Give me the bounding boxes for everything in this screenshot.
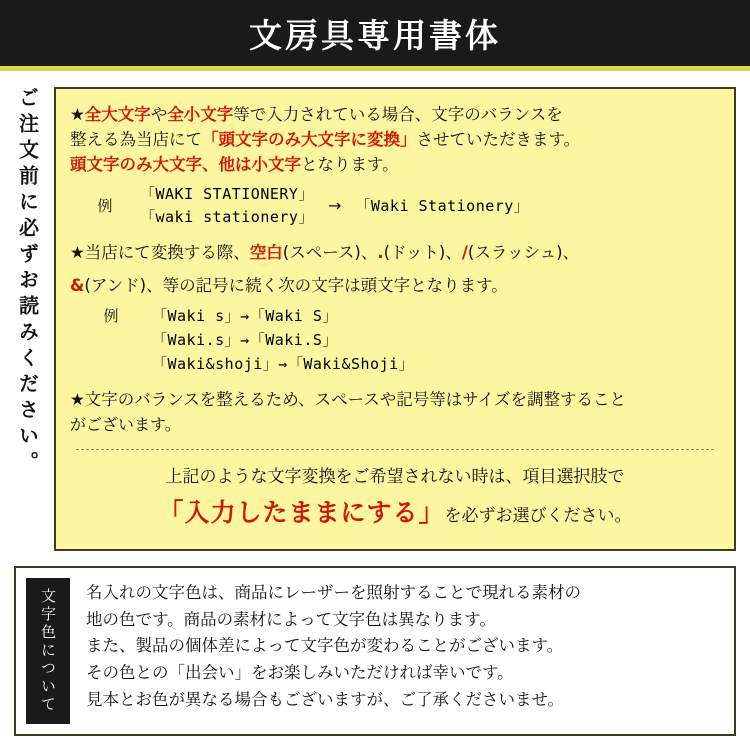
section2-mid2: (ドット)、 bbox=[383, 243, 462, 263]
option-keep-as-typed: 「入力したままにする」 bbox=[158, 497, 445, 527]
section1-mid2: 等で入力されている場合、文字のバランスを bbox=[233, 105, 563, 124]
notice-section1-line2 bbox=[70, 128, 720, 153]
section2-mid1: (スペース)、 bbox=[282, 243, 378, 263]
color-note-line-2: 地の色です。商品の素材によって文字色は異なります。 bbox=[86, 609, 496, 629]
example-output-converted: 「Waki Stationery」 bbox=[355, 196, 530, 215]
vertical-side-label-text: ご注文前に必ずお読みください。 bbox=[15, 87, 40, 477]
keyword-space: 空白 bbox=[249, 243, 283, 263]
section1-line2-post: させていただきます。 bbox=[416, 129, 581, 149]
notice-section1-example bbox=[70, 183, 720, 227]
keyword-convert-initial: 「頭文字のみ大文字に変換」 bbox=[202, 129, 417, 149]
dashed-divider bbox=[76, 449, 714, 450]
keyword-ampersand: & bbox=[70, 276, 85, 295]
text-color-tab-label: 文字色について bbox=[39, 588, 57, 714]
notice-section bbox=[0, 71, 750, 561]
keyword-dot: . bbox=[377, 243, 384, 263]
example-left-stack bbox=[140, 183, 314, 227]
color-note-line-5: 見本とお色が異なる場合もございますが、ご了承くださいませ。 bbox=[86, 689, 565, 709]
page-header bbox=[0, 0, 750, 66]
section2-line2-post: (アンド)、等の記号に続く次の文字は頭文字となります。 bbox=[84, 276, 508, 295]
section2-line1-pre: ★当店にて変換する際、 bbox=[70, 243, 250, 263]
example-input-uppercase: 「WAKI STATIONERY」 bbox=[140, 185, 314, 204]
notice-section1-line1 bbox=[70, 103, 720, 128]
notice-closing-line2 bbox=[70, 493, 720, 529]
keyword-all-uppercase: 全大文字 bbox=[84, 105, 151, 124]
notice-section1-line3 bbox=[70, 153, 720, 178]
example-2-line-2: 「Waki.s」→「Waki.S」 bbox=[152, 330, 338, 349]
section2-mid3: (スラッシュ)、 bbox=[467, 243, 580, 263]
notice-closing-line1: 上記のような文字変換をご希望されない時は、項目選択肢で bbox=[165, 466, 625, 487]
example-arrow-icon: → bbox=[327, 195, 342, 215]
notice-section3-line2: がございます。 bbox=[70, 414, 181, 434]
notice-section2-examples bbox=[70, 305, 720, 374]
example-label-1: 例 bbox=[97, 196, 113, 215]
color-note-line-4: その色との「出会い」をお楽しみいただければ幸いです。 bbox=[86, 663, 514, 683]
notice-section2-line2 bbox=[70, 274, 720, 299]
text-color-note-body bbox=[70, 568, 734, 734]
keyword-initial-upper-rest-lower: 頭文字のみ大文字、他は小文字 bbox=[70, 154, 301, 174]
example-2-line-1: 「Waki s」→「Waki S」 bbox=[152, 306, 338, 325]
vertical-side-label bbox=[0, 71, 54, 561]
notice-closing-line2-post: を必ずお選びください。 bbox=[444, 505, 632, 526]
example-2-lines bbox=[152, 305, 414, 374]
section1-mid1: や bbox=[150, 105, 168, 124]
text-color-note-box bbox=[14, 566, 736, 736]
example-2-line-3: 「Waki&shoji」→「Waki&Shoji」 bbox=[152, 354, 415, 373]
section1-line2-pre: 整える為当店にて bbox=[70, 129, 202, 149]
color-note-line-1: 名入れの文字色は、商品にレーザーを照射することで現れる素材の bbox=[86, 583, 581, 602]
text-color-tab bbox=[26, 578, 70, 724]
keyword-all-lowercase: 全小文字 bbox=[167, 105, 234, 124]
keyword-slash: / bbox=[461, 243, 468, 263]
notice-section3-line1: ★文字のバランスを整えるため、スペースや記号等はサイズを調整すること bbox=[70, 389, 626, 409]
page-title: 文房具専用書体 bbox=[249, 15, 501, 55]
notice-yellow-box bbox=[54, 87, 736, 551]
color-note-line-3: また、製品の個体差によって文字色が変わることがございます。 bbox=[86, 636, 564, 656]
example-input-lowercase: 「waki stationery」 bbox=[140, 208, 314, 227]
notice-section2-line1 bbox=[70, 241, 720, 266]
bullet-star-1: ★ bbox=[70, 105, 85, 124]
example-label-2: 例 bbox=[103, 306, 119, 325]
section1-line3-post: となります。 bbox=[301, 154, 399, 174]
